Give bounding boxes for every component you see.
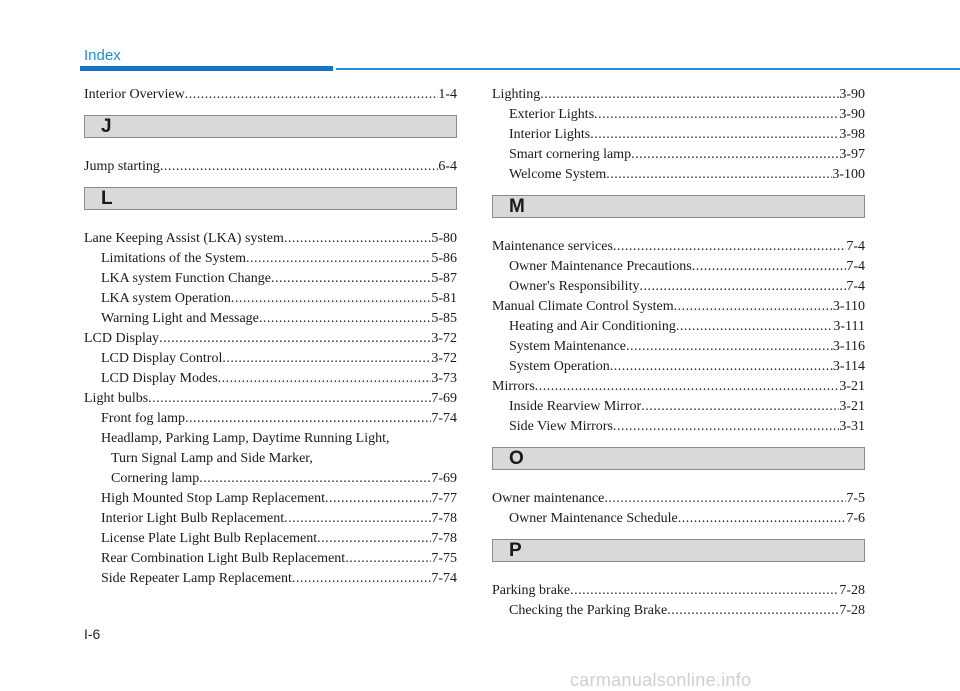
section-header-p: P [492, 539, 865, 562]
index-entry: Parking brake ..... 7-28 [492, 581, 865, 601]
index-subentry-line: Headlamp, Parking Lamp, Daytime Running Light, [101, 431, 390, 446]
index-subentry: LCD Display Control ..... 3-72 [84, 349, 457, 369]
index-entry: Jump starting ..... 6-4 [84, 157, 457, 177]
index-subentry: Interior Lights ..... 3-98 [492, 125, 865, 145]
index-entry: Mirrors ..... 3-21 [492, 377, 865, 397]
index-entry: Interior Overview ..... 1-4 [84, 85, 457, 105]
index-entry: Lane Keeping Assist (LKA) system ..... 5-80 [84, 229, 457, 249]
index-subentry: Side View Mirrors ..... 3-31 [492, 417, 865, 437]
index-subentry: Side Repeater Lamp Replacement ..... 7-74 [84, 569, 457, 589]
index-subentry: Welcome System ..... 3-100 [492, 165, 865, 185]
index-subentry: Owner Maintenance Precautions ..... 7-4 [492, 257, 865, 277]
index-subentry: Interior Light Bulb Replacement ..... 7-78 [84, 509, 457, 529]
index-subentry: System Maintenance ..... 3-116 [492, 337, 865, 357]
index-subentry: Owner's Responsibility ..... 7-4 [492, 277, 865, 297]
index-subentry: System Operation ..... 3-114 [492, 357, 865, 377]
header-rule-thick [80, 66, 333, 71]
index-subentry: LKA system Function Change ..... 5-87 [84, 269, 457, 289]
index-entry: Light bulbs ..... 7-69 [84, 389, 457, 409]
index-subentry: Heating and Air Conditioning ..... 3-111 [492, 317, 865, 337]
index-subentry: Limitations of the System ..... 5-86 [84, 249, 457, 269]
index-subentry: Smart cornering lamp ..... 3-97 [492, 145, 865, 165]
index-subentry-line: Turn Signal Lamp and Side Marker, [111, 451, 313, 466]
index-subentry: License Plate Light Bulb Replacement ..... 7-78 [84, 529, 457, 549]
page-number: I-6 [84, 626, 101, 642]
index-entry: Manual Climate Control System ..... 3-110 [492, 297, 865, 317]
index-subentry: Warning Light and Message ..... 5-85 [84, 309, 457, 329]
index-subentry: Front fog lamp ..... 7-74 [84, 409, 457, 429]
index-entry: LCD Display ..... 3-72 [84, 329, 457, 349]
section-header-l: L [84, 187, 457, 210]
index-entry: Maintenance services ..... 7-4 [492, 237, 865, 257]
index-subentry: Checking the Parking Brake ..... 7-28 [492, 601, 865, 621]
index-header-title: Index [84, 47, 121, 64]
index-subentry: Inside Rearview Mirror ..... 3-21 [492, 397, 865, 417]
index-subentry: Owner Maintenance Schedule ..... 7-6 [492, 509, 865, 529]
index-subentry: Exterior Lights ..... 3-90 [492, 105, 865, 125]
index-subentry: LKA system Operation ..... 5-81 [84, 289, 457, 309]
index-subentry: Rear Combination Light Bulb Replacement ..... 7-75 [84, 549, 457, 569]
index-subentry: High Mounted Stop Lamp Replacement ..... 7-77 [84, 489, 457, 509]
watermark: carmanualsonline.info [570, 670, 752, 690]
section-header-m: M [492, 195, 865, 218]
index-left-column [84, 85, 457, 589]
index-subentry: Cornering lamp ..... 7-69 [84, 469, 457, 489]
index-right-column [492, 85, 865, 621]
index-subentry: LCD Display Modes ..... 3-73 [84, 369, 457, 389]
section-header-j: J [84, 115, 457, 138]
section-header-o: O [492, 447, 865, 470]
index-entry: Lighting ..... 3-90 [492, 85, 865, 105]
index-entry: Owner maintenance ..... 7-5 [492, 489, 865, 509]
header-rule-thin [336, 68, 960, 70]
